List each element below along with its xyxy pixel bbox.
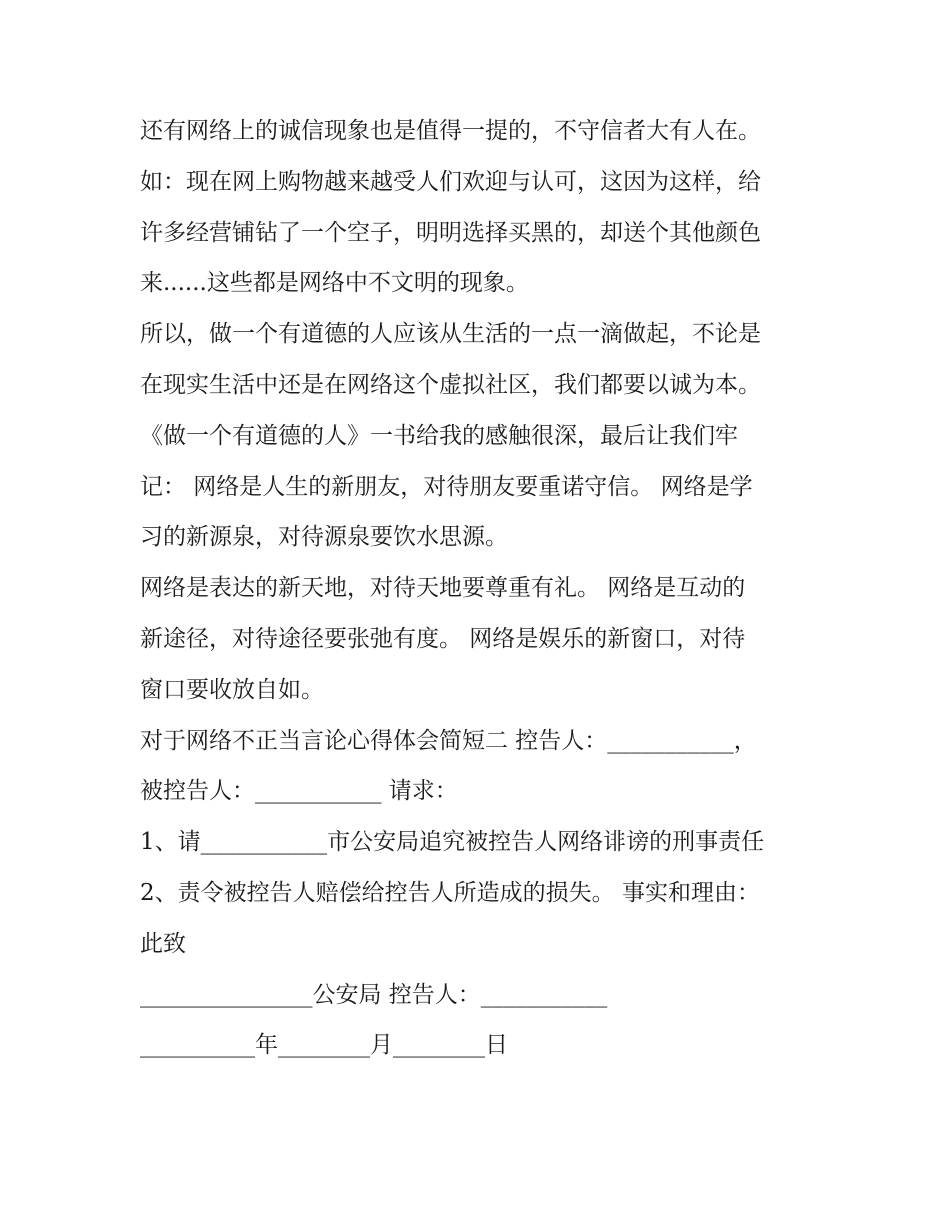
document-body	[140, 106, 820, 1071]
text-line: 2、责令被控告人赔偿给控告人所造成的损失。 事实和理由：	[140, 879, 760, 906]
text-line: 此致	[140, 930, 186, 957]
text-line: 所以，做一个有道德的人应该从生活的一点一滴做起，不论是	[140, 321, 761, 348]
text-line: __________年________月________日	[140, 1032, 508, 1059]
text-line: 窗口要收放自如。	[140, 676, 324, 703]
text-line: 对于网络不正当言论心得体会简短二 控告人：___________，	[140, 727, 757, 754]
text-line: 记： 网络是人生的新朋友，对待朋友要重诺守信。 网络是学	[140, 473, 753, 500]
text-line: 在现实生活中还是在网络这个虚拟社区，我们都要以诚为本。	[140, 371, 761, 398]
text-line: 网络是表达的新天地，对待天地要尊重有礼。 网络是互动的	[140, 575, 746, 602]
text-line: 如：现在网上购物越来越受人们欢迎与认可，这因为这样，给	[140, 168, 761, 195]
text-line: 习的新源泉，对待源泉要饮水思源。	[140, 524, 508, 551]
text-line: 许多经营铺钻了一个空子，明明选择买黑的，却送个其他颜色	[140, 219, 761, 246]
text-line: 来......这些都是网络中不文明的现象。	[140, 270, 529, 297]
text-line: 被控告人：___________ 请求：	[140, 778, 458, 805]
text-line: 还有网络上的诚信现象也是值得一提的，不守信者大有人在。	[140, 118, 761, 144]
text-line: 《做一个有道德的人》一书给我的感触很深，最后让我们牢	[140, 422, 738, 449]
text-line: _______________公安局 控告人：___________	[140, 981, 608, 1008]
text-line: 1、请___________市公安局追究被控告人网络诽谤的刑事责任	[140, 829, 765, 856]
text-line: 新途径，对待途径要张弛有度。 网络是娱乐的新窗口，对待	[140, 625, 746, 652]
